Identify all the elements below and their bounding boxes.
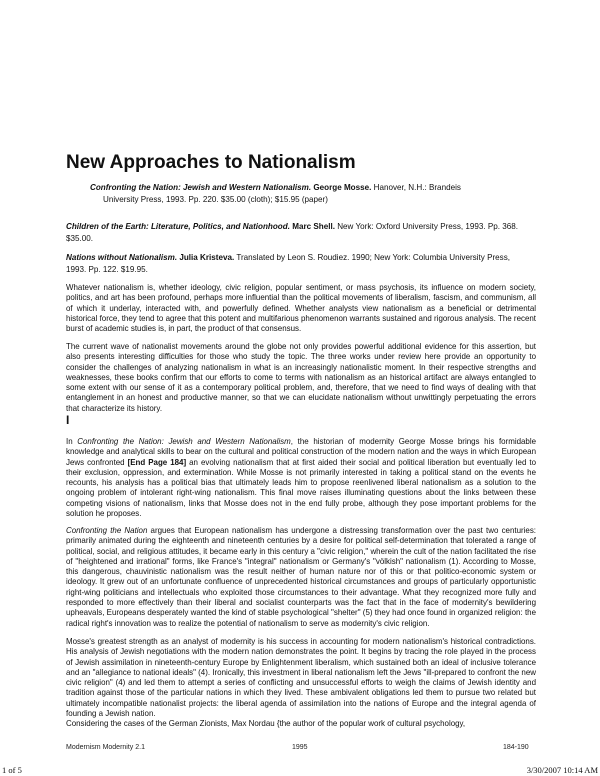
- footer-journal: Modernism Modernity 2.1: [66, 744, 145, 751]
- section-heading: I: [66, 413, 70, 427]
- body-paragraph-4: Considering the cases of the German Zionists, Max Nordau {the author of the popular work of cultural psychology,: [66, 719, 466, 728]
- body-paragraph-3: Mosse's greatest strength as an analyst of modernity is his success in accounting for modern nationalism's historical contradictions. His analysis of Jewish negotiations with the modern nation demonstrates the point. It begins by tracing the role played in the process of Jewish assimilation in nineteenth-century Europe by Enlightenment liberalism, which sustained both an ideal of inclusive tolerance and an "allegiance to national ideals" (4). Ironically, this investment in liberal nationalism left the Jews "ill-prepared to confront the new civic religion" (4) and led them to attempt a series of conflicting and unsuccessful efforts to weigh the claims of Jewish identity and tradition against those of the particular nations in which they lived. These ambivalent obligations led them to pursue two related but ultimately incompatible nationalist projects: the liberal agenda of assimilation into the nations of Europe and the integral agenda of founding a Jewish nation.: [66, 637, 536, 719]
- citation-work-title: Nations without Nationalism.: [66, 253, 178, 262]
- citation-details-cont: 1993. Pp. 122. $19.95.: [66, 264, 148, 274]
- review-citation-2: [66, 221, 536, 244]
- citation-work-title: Children of the Earth: Literature, Politics, and Nationhood.: [66, 222, 290, 231]
- footer-year: 1995: [292, 744, 308, 751]
- citation-author: Marc Shell.: [292, 222, 335, 231]
- footer-pages: 184-190: [503, 744, 529, 751]
- book-title-ref: Confronting the Nation: [66, 526, 148, 535]
- page-number: 1 of 5: [2, 765, 22, 775]
- page-marker: [End Page 184]: [127, 457, 187, 467]
- citation-work-title: Confronting the Nation: Jewish and Western Nationalism.: [90, 183, 312, 192]
- citation-details: New York: Oxford University Press, 1993. Pp. 368.: [337, 222, 519, 231]
- intro-paragraph-2: The current wave of nationalist movements around the globe not only provides powerful additional evidence for this assertion, but also presents interesting difficulties for those who study the topic. The three works under review here provide an opportunity to consider the challenges of analyzing nationalism in what is an increasingly nationalistic moment. In their respective strengths and weaknesses, these books confirm that our efforts to come to terms with nationalism as an historical artifact are always entangled to some extent with our sense of it as a contemporary political problem, and, therefore, that we need to find ways of dealing with that entanglement in an honest and productive manner, so that we can elucidate nationalism without unwittingly perpetuating the errors that characterize its history.: [66, 342, 536, 413]
- article-title: New Approaches to Nationalism: [66, 152, 356, 173]
- review-citation-1: [90, 182, 530, 205]
- citation-details: Hanover, N.H.: Brandeis: [373, 183, 461, 192]
- body-paragraph-1: In Confronting the Nation: Jewish and Western Nationalism, the historian of modernity George Mosse brings his formidable knowledge and analytical skills to bear on the cultural and political construction of the modern nation and the ways in which European Jews confronted [End Page 184] an evolving nationalism that at first aided their social and political liberation but eventually led to their exclusion, oppression, and extermination. While Mosse is not primarily interested in taking a political stand on the events he recounts, his analysis has a political bias that ultimately leads him to propose reenlivened liberal nationalism as a solution to the ongoing problem of intolerant right-wing nationalism. This final move raises illuminating questions about the links between these competing visions of nationalism, links that Mosse does not in the end fully probe, although they pose important problems for the solution he proposes.: [66, 437, 537, 519]
- citation-details-cont: $35.00.: [66, 233, 94, 243]
- citation-author: Julia Kristeva.: [179, 253, 235, 262]
- citation-details: Translated by Leon S. Roudiez. 1990; New York: Columbia University Press,: [236, 253, 511, 262]
- intro-paragraph-1: Whatever nationalism is, whether ideology, civic religion, popular sentiment, or mass psychosis, its influence on modern society, politics, and art has been profound, perhaps more influential than the political movements of liberalism, fascism, and communism, all of which it underlay, interacted with, and powerfully defined. Whether analysts view nationalism as a beneficial or detrimental historical force, they tend to agree that this potent and multifarious phenomenon warrants sustained and rigorous analysis. The recent burst of academic studies is, in part, the product of that consensus.: [66, 283, 536, 334]
- body-paragraph-2: Confronting the Nation argues that European nationalism has undergone a distressing transformation over the past two centuries: primarily animated during the eighteenth and nineteenth centuries by a desire for political self-determination that tolerated a range of political, social, and religious attitudes, it became early in this century a "civic religion," wherein the cult of the nation facilitated the rise of "heightened and irrational" forms, like France's "integral" nationalism or Germany's "völkish" nationalism (1). According to Mosse, this dangerous, chauvinistic nationalism was the result neither of human nature nor of this or that politico-economic system or ideology. It grew out of an unfortunate confluence of unprecedented historical circumstances and groups of particularly opportunistic right-wing politicians and intellectuals who exploited those circumstances to their advantage. What they recognized more fully and responded to more effectively than their liberal and socialist counterparts was the fact that in the face of modernity's bewildering upheavals, Europeans desperately wanted the kind of stable psychological "shelter" (5) they had once found in organized religion: the radical right's innovation was to realize the potential of nationalism to serve as modernity's civic religion.: [66, 526, 536, 628]
- review-citation-3: [66, 252, 536, 275]
- print-timestamp: 3/30/2007 10:14 AM: [526, 765, 598, 775]
- book-title-ref: Confronting the Nation: Jewish and Western Nationalism: [77, 437, 291, 446]
- citation-author: George Mosse.: [313, 183, 372, 192]
- citation-details-cont: University Press, 1993. Pp. 220. $35.00 (cloth); $15.95 (paper): [103, 194, 328, 204]
